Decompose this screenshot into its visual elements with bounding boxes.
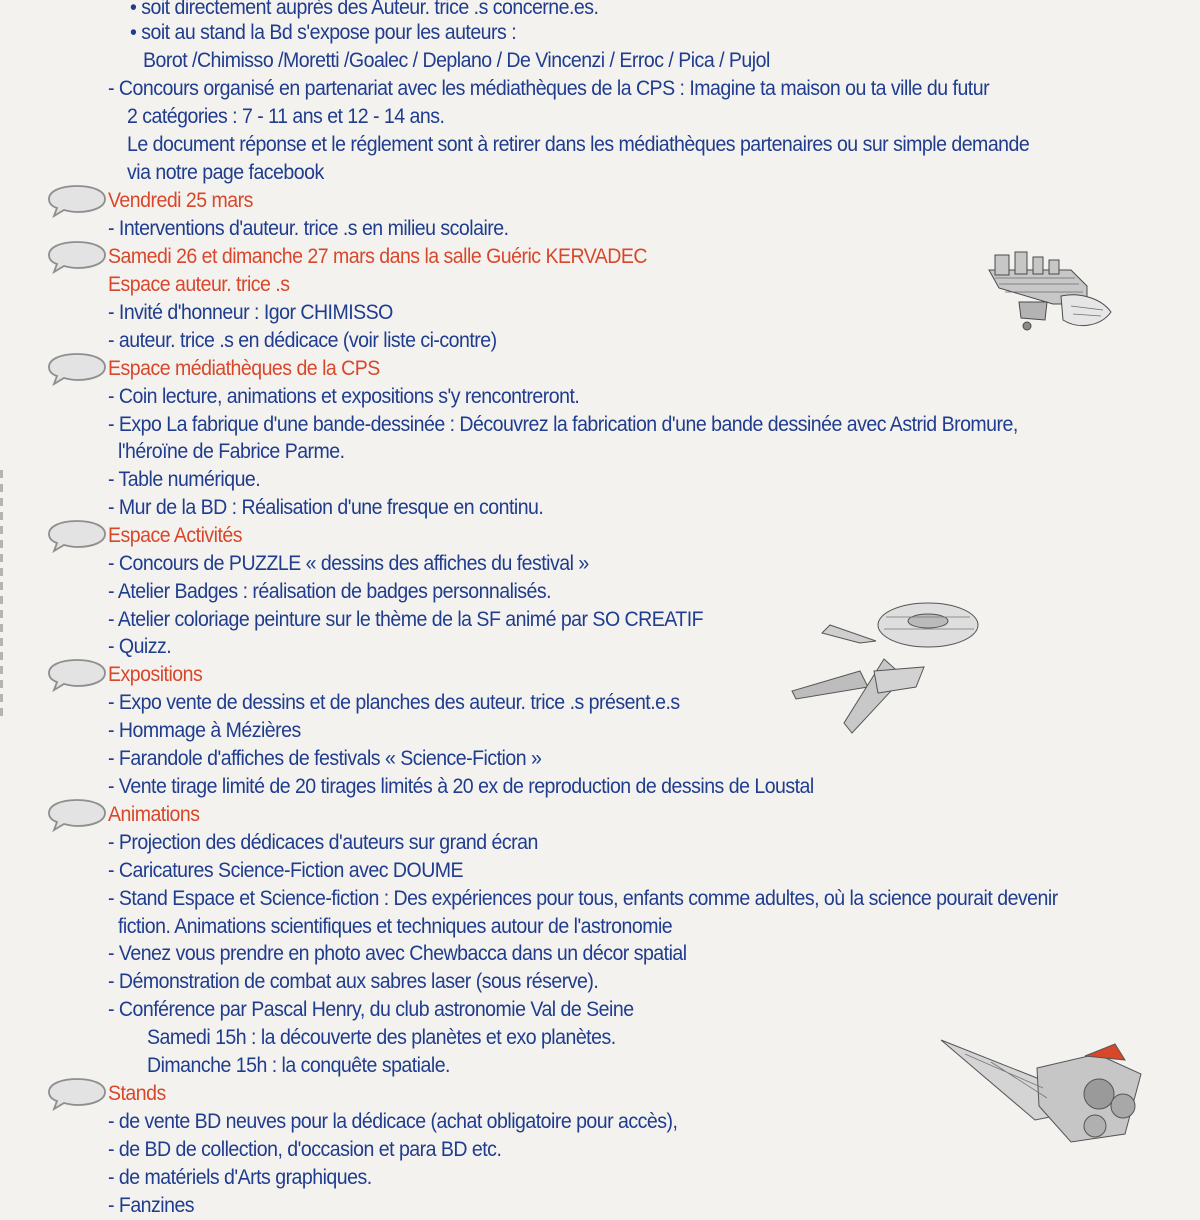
program-line: l'héroïne de Fabrice Parme. xyxy=(118,440,345,463)
program-line: 2 catégories : 7 - 11 ans et 12 - 14 ans. xyxy=(127,105,445,128)
program-line: fiction. Animations scientifiques et techniques autour de l'astronomie xyxy=(118,915,673,938)
program-line: - Vente tirage limité de 20 tirages limités à 20 ex de reproduction de dessins de Loustal xyxy=(108,775,814,798)
program-line: Le document réponse et le réglement sont à retirer dans les médiathèques partenaires ou sur simple demande xyxy=(127,133,1030,156)
battlestar-icon xyxy=(975,240,1125,340)
program-line: - de BD de collection, d'occasion et para BD etc. xyxy=(108,1138,502,1161)
program-line: - Interventions d'auteur. trice .s en milieu scolaire. xyxy=(108,217,509,240)
speech-bubble-icon xyxy=(46,352,108,386)
section-heading: Samedi 26 et dimanche 27 mars dans la salle Guéric KERVADEC xyxy=(108,245,648,268)
program-line: via notre page facebook xyxy=(127,161,324,184)
speech-bubble-icon xyxy=(46,1077,108,1111)
section-heading: Stands xyxy=(108,1082,166,1105)
program-line: - Projection des dédicaces d'auteurs sur grand écran xyxy=(108,831,538,854)
program-line: - Table numérique. xyxy=(108,468,261,491)
section-heading: Animations xyxy=(108,803,200,826)
program-line: - Expo vente de dessins et de planches des auteur. trice .s présent.e.s xyxy=(108,691,680,714)
program-line: Samedi 15h : la découverte des planètes et exo planètes. xyxy=(147,1026,616,1049)
program-line: - Concours de PUZZLE « dessins des affiches du festival » xyxy=(108,552,589,575)
program-line: • soit au stand la Bd s'expose pour les auteurs : xyxy=(130,21,517,44)
program-line: - de vente BD neuves pour la dédicace (achat obligatoire pour accès), xyxy=(108,1110,678,1133)
left-edge-decoration xyxy=(0,470,3,720)
program-line: - de matériels d'Arts graphiques. xyxy=(108,1166,372,1189)
section-heading: Espace Activités xyxy=(108,524,243,547)
program-line: Borot /Chimisso /Moretti /Goalec / Deplano / De Vincenzi / Erroc / Pica / Pujol xyxy=(143,49,770,72)
program-line: - Mur de la BD : Réalisation d'une fresque en continu. xyxy=(108,496,544,519)
program-line: - Stand Espace et Science-fiction : Des expériences pour tous, enfants comme adultes, où la science pourait devenir xyxy=(108,887,1058,910)
speech-bubble-icon xyxy=(46,240,108,274)
program-line: - Démonstration de combat aux sabres laser (sous réserve). xyxy=(108,970,599,993)
program-line: - Invité d'honneur : Igor CHIMISSO xyxy=(108,301,393,324)
program-line: - Venez vous prendre en photo avec Chewbacca dans un décor spatial xyxy=(108,942,687,965)
program-line: - auteur. trice .s en dédicace (voir liste ci-contre) xyxy=(108,329,497,352)
section-heading: Espace auteur. trice .s xyxy=(108,273,290,296)
program-line: - Fanzines xyxy=(108,1194,195,1217)
program-line: - Hommage à Mézières xyxy=(108,719,301,742)
section-heading: Expositions xyxy=(108,663,203,686)
enterprise-icon xyxy=(788,597,983,745)
program-line: - Concours organisé en partenariat avec les médiathèques de la CPS : Imagine ta maison ou ta ville du futur xyxy=(108,77,990,100)
speech-bubble-icon xyxy=(46,519,108,553)
speech-bubble-icon xyxy=(46,184,108,218)
program-line: - Atelier coloriage peinture sur le thème de la SF animé par SO CREATIF xyxy=(108,608,704,631)
program-line: Dimanche 15h : la conquête spatiale. xyxy=(147,1054,450,1077)
speech-bubble-icon xyxy=(46,658,108,692)
program-line: - Farandole d'affiches de festivals « Science-Fiction » xyxy=(108,747,542,770)
viper-ship-icon xyxy=(935,1028,1145,1148)
section-heading: Vendredi 25 mars xyxy=(108,189,253,212)
program-line: - Caricatures Science-Fiction avec DOUME xyxy=(108,859,464,882)
section-heading: Espace médiathèques de la CPS xyxy=(108,357,380,380)
program-line: - Expo La fabrique d'une bande-dessinée : Découvrez la fabrication d'une bande dessinée avec Astrid Bromure, xyxy=(108,413,1018,436)
speech-bubble-icon xyxy=(46,798,108,832)
program-line: • soit directement auprès des Auteur. trice .s concerne.es. xyxy=(130,0,599,19)
program-line: - Quizz. xyxy=(108,635,172,658)
program-line: - Atelier Badges : réalisation de badges personnalisés. xyxy=(108,580,552,603)
program-line: - Coin lecture, animations et expositions s'y rencontreront. xyxy=(108,385,580,408)
program-line: - Conférence par Pascal Henry, du club astronomie Val de Seine xyxy=(108,998,634,1021)
